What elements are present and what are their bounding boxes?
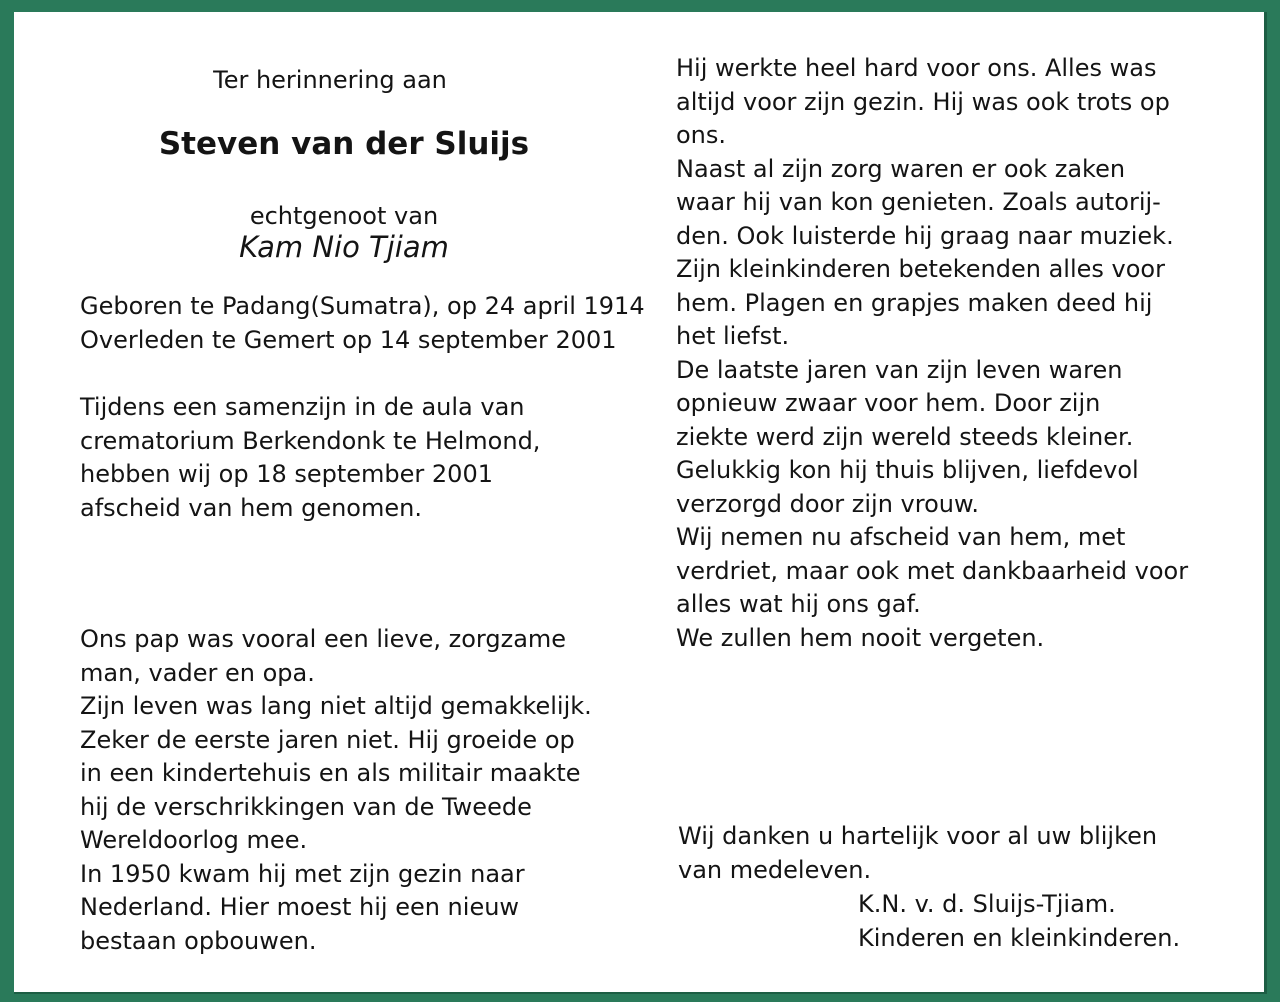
tribute-line: verzorgd door zijn vrouw. (676, 489, 980, 518)
tribute-line: den. Ook luisterde hij graag naar muziek. (676, 221, 1174, 250)
tribute-right-block (676, 52, 1188, 655)
tribute-line: Gelukkig kon hij thuis blijven, liefdevol (676, 456, 1139, 484)
tribute-line: Zijn kleinkinderen betekenden alles voor (676, 255, 1165, 283)
tribute-line: Naast al zijn zorg waren er ook zaken (676, 154, 1126, 183)
spouse-name: Kam Nio Tjiam (239, 230, 449, 264)
tribute-left-block (80, 623, 592, 958)
ceremony-line: afscheid van hem genomen. (80, 493, 422, 522)
tribute-line: Nederland. Hier moest hij een nieuw (80, 893, 520, 921)
tribute-line: Hij werkte heel hard voor ons. Alles was (676, 54, 1157, 82)
tribute-line: ons. (676, 121, 727, 149)
spouse-label: echtgenoot van (249, 202, 439, 230)
tribute-line: We zullen hem nooit vergeten. (676, 623, 1045, 652)
ceremony-line: hebben wij op 18 september 2001 (80, 460, 493, 488)
tribute-line: In 1950 kwam hij met zijn gezin naar (80, 859, 525, 888)
tribute-line: het liefst. (676, 322, 790, 350)
tribute-line: hem. Plagen en grapjes maken deed hij (676, 288, 1153, 317)
tribute-line: Wereldoorlog mee. (80, 826, 308, 854)
intro-text: Ter herinnering aan (213, 66, 447, 94)
signature-line: Kinderen en kleinkinderen. (858, 923, 1181, 952)
thanks-line: van medeleven. (678, 855, 872, 884)
ceremony-line: Tijdens een samenzijn in de aula van (80, 393, 525, 421)
tribute-line: in een kindertehuis en als militair maakte (80, 759, 581, 787)
tribute-line: verdriet, maar ook met dankbaarheid voor (676, 556, 1189, 585)
signature-block (858, 888, 1180, 955)
tribute-line: ziekte werd zijn wereld steeds kleiner. (676, 422, 1134, 451)
thanks-line: Wij danken u hartelijk voor al uw blijken (678, 822, 1158, 850)
tribute-line: altijd voor zijn gezin. Hij was ook trots op (676, 87, 1170, 116)
deceased-name: Steven van der Sluijs (158, 126, 530, 162)
tribute-line: Ons pap was vooral een lieve, zorgzame (80, 625, 567, 653)
birth-line: Geboren te Padang(Sumatra), op 24 april 1914 (80, 292, 645, 320)
tribute-line: bestaan opbouwen. (80, 926, 317, 955)
tribute-line: alles wat hij ons gaf. (676, 590, 921, 618)
tribute-line: Wij nemen nu afscheid van hem, met (676, 523, 1126, 551)
dates-block (80, 290, 645, 357)
thanks-block (678, 820, 1157, 887)
tribute-line: Zijn leven was lang niet altijd gemakkelijk. (80, 692, 592, 720)
tribute-line: man, vader en opa. (80, 658, 315, 687)
memorial-card (14, 12, 1267, 994)
tribute-line: De laatste jaren van zijn leven waren (676, 355, 1123, 384)
ceremony-block (80, 391, 540, 525)
ceremony-line: crematorium Berkendonk te Helmond, (80, 426, 541, 455)
tribute-line: hij de verschrikkingen van de Tweede (80, 792, 532, 821)
death-line: Overleden te Gemert op 14 september 2001 (80, 325, 617, 354)
tribute-line: opnieuw zwaar voor hem. Door zijn (676, 389, 1101, 417)
signature-line: K.N. v. d. Sluijs-Tjiam. (858, 890, 1116, 918)
tribute-line: waar hij van kon genieten. Zoals autorij- (676, 188, 1161, 216)
tribute-line: Zeker de eerste jaren niet. Hij groeide op (80, 725, 575, 754)
